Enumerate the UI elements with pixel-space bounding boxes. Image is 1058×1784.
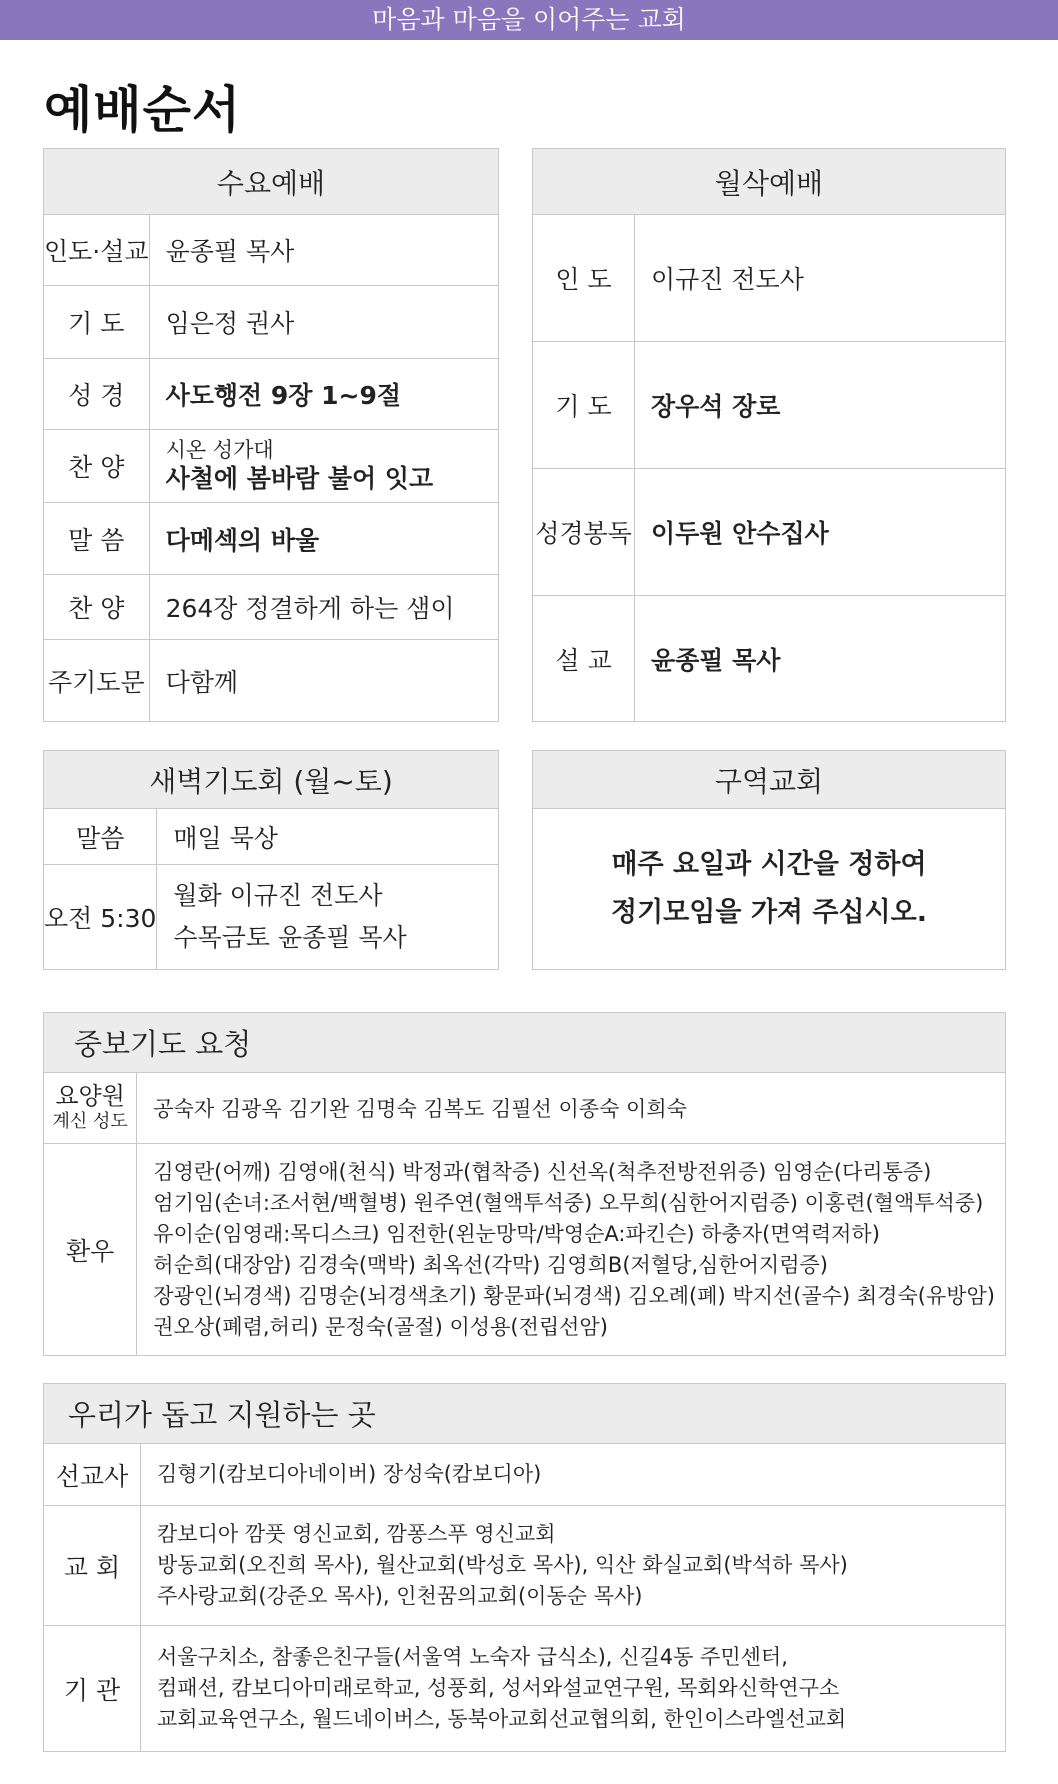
dawn-prayer-table	[43, 750, 499, 970]
support-line: 교회교육연구소, 월드네이버스, 동북아교회선교협의회, 한인이스라엘선교회	[157, 1707, 847, 1731]
support-line: 방동교회(오진희 목사), 월산교회(박성호 목사), 익산 화실교회(박석하 목사)	[157, 1553, 848, 1577]
page-title: 예배순서	[44, 81, 242, 139]
patients-line: 유이순(임영래:목디스크) 임전한(왼눈망막/박영순A:파킨슨) 하충자(면역력저하)	[153, 1221, 880, 1246]
row-value: 윤종필 목사	[635, 596, 1006, 722]
header-banner: 마음과 마음을 이어주는 교회	[0, 0, 1058, 40]
monthly-service-table	[532, 148, 1006, 722]
nursing-home-label: 요양원 계신 성도	[44, 1073, 137, 1144]
row-label: 인도·설교	[44, 215, 150, 286]
intercessory-prayer-table	[43, 1012, 1006, 1356]
cell-church-notice	[533, 809, 1006, 970]
support-line: 주사랑교회(강준오 목사), 인천꿈의교회(이동순 목사)	[157, 1584, 643, 1608]
wednesday-service-table	[43, 148, 499, 722]
dawn-line-2: 수목금토 윤종필 목사	[173, 923, 407, 952]
patients-line: 허순희(대장암) 김경숙(맥박) 최옥선(각막) 김영희B(저혈당,심한어지럼증)	[153, 1252, 828, 1277]
row-value	[141, 1444, 1006, 1506]
cell-church-title: 구역교회	[533, 751, 1006, 809]
patients-list	[137, 1144, 1006, 1356]
row-value: 사도행전 9장 1~9절	[149, 359, 498, 430]
row-value: 이두원 안수집사	[635, 469, 1006, 596]
support-line: 컴패션, 캄보디아미래로학교, 성풍회, 성서와설교연구원, 목회와신학연구소	[157, 1676, 840, 1700]
support-line: 캄보디아 깜풋 영신교회, 깜퐁스푸 영신교회	[157, 1522, 556, 1546]
row-value: 임은정 권사	[149, 286, 498, 359]
row-label: 선교사	[44, 1444, 141, 1506]
row-value: 다메섹의 바울	[149, 503, 498, 575]
wednesday-service-title: 수요예배	[44, 149, 499, 215]
row-value: 윤종필 목사	[149, 215, 498, 286]
row-label: 기 도	[533, 342, 635, 469]
row-value	[141, 1626, 1006, 1752]
cell-notice-line-1: 매주 요일과 시간을 정하여	[611, 849, 927, 880]
row-label: 말씀	[44, 809, 157, 865]
cell-church-table	[532, 750, 1006, 970]
support-line: 서울구치소, 참좋은친구들(서울역 노숙자 급식소), 신길4동 주민센터,	[157, 1645, 788, 1669]
row-value: 매일 묵상	[157, 809, 499, 865]
row-label: 성 경	[44, 359, 150, 430]
row-value: 장우석 장로	[635, 342, 1006, 469]
support-title: 우리가 돕고 지원하는 곳	[44, 1384, 1006, 1444]
row-value: 이규진 전도사	[635, 215, 1006, 342]
row-label: 말 씀	[44, 503, 150, 575]
patients-line: 김영란(어깨) 김영애(천식) 박정과(협착증) 신선옥(척추전방전위증) 임영순(다리통증)	[153, 1159, 932, 1184]
nursing-home-members: 공숙자 김광옥 김기완 김명숙 김복도 김필선 이종숙 이희숙	[137, 1073, 1006, 1144]
row-label: 기 관	[44, 1626, 141, 1752]
dawn-line-1: 월화 이규진 전도사	[173, 881, 383, 910]
cell-notice-line-2: 정기모임을 가져 주십시오.	[611, 897, 927, 928]
support-line: 김형기(캄보디아네이버) 장성숙(캄보디아)	[157, 1462, 542, 1486]
row-label: 오전 5:30	[44, 865, 157, 970]
patients-line: 엄기임(손녀:조서현/백혈병) 원주연(혈액투석중) 오무희(심한어지럼증) 이홍련(혈액투석중)	[153, 1190, 984, 1215]
patients-line: 권오상(폐렴,허리) 문정숙(골절) 이성용(전립선암)	[153, 1314, 608, 1339]
monthly-service-title: 월삭예배	[533, 149, 1006, 215]
row-label: 찬 양	[44, 430, 150, 503]
dawn-prayer-title: 새벽기도회 (월~토)	[44, 751, 499, 809]
patients-line: 장광인(뇌경색) 김명순(뇌경색초기) 황문파(뇌경색) 김오례(폐) 박지선(골수) 최경숙(유방암)	[153, 1283, 995, 1308]
row-label: 성경봉독	[533, 469, 635, 596]
intercessory-prayer-title: 중보기도 요청	[44, 1013, 1006, 1073]
row-label: 인 도	[533, 215, 635, 342]
row-value: 다함께	[149, 640, 498, 722]
patients-label: 환우	[44, 1144, 137, 1356]
hymn-title: 사철에 봄바람 불어 잇고	[165, 464, 434, 493]
row-value: 264장 정결하게 하는 샘이	[149, 575, 498, 640]
row-value	[141, 1506, 1006, 1626]
row-value	[149, 430, 498, 503]
row-label: 교 회	[44, 1506, 141, 1626]
row-label: 찬 양	[44, 575, 150, 640]
support-table	[43, 1383, 1006, 1752]
row-value	[157, 865, 499, 970]
choir-name: 시온 성가대	[165, 438, 274, 462]
row-label: 주기도문	[44, 640, 150, 722]
row-label: 기 도	[44, 286, 150, 359]
row-label: 설 교	[533, 596, 635, 722]
